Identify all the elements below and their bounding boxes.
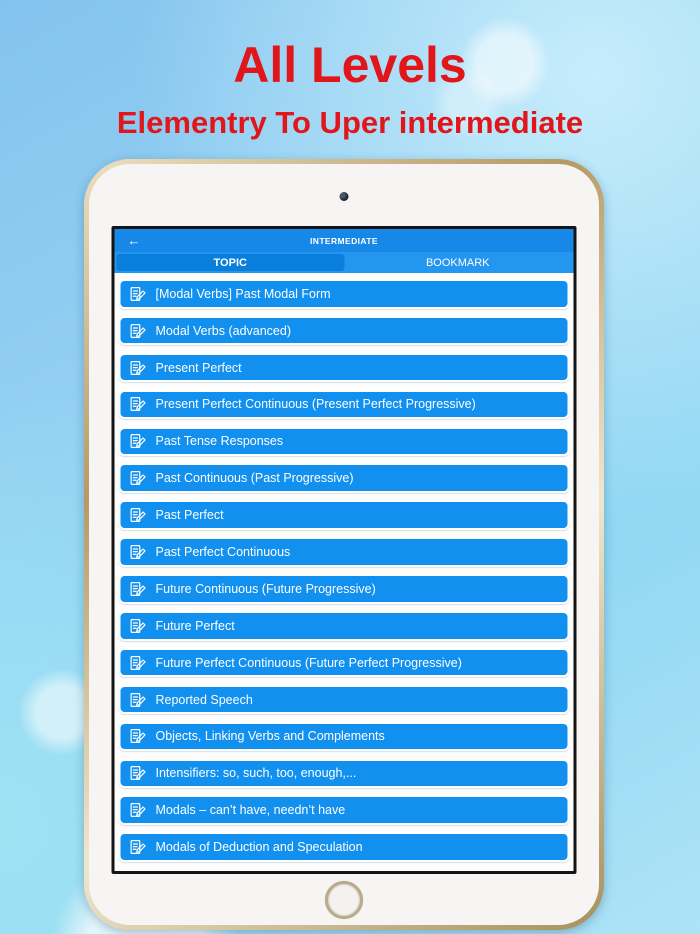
- note-edit-icon: [129, 691, 147, 709]
- note-edit-icon: [129, 838, 147, 856]
- topic-list-item[interactable]: [119, 722, 570, 752]
- topic-label: [Modal Verbs] Past Modal Form: [155, 286, 331, 301]
- note-edit-icon: [129, 764, 147, 782]
- topic-list: [115, 273, 574, 871]
- nav-title: INTERMEDIATE: [310, 235, 378, 246]
- note-edit-icon: [129, 654, 147, 672]
- tablet-bezel: [89, 164, 599, 925]
- note-edit-icon: [129, 506, 147, 524]
- tab-topic[interactable]: TOPIC: [117, 254, 345, 271]
- topic-list-item[interactable]: [119, 759, 570, 789]
- topic-list-item[interactable]: [119, 463, 570, 493]
- topic-list-item[interactable]: [119, 316, 570, 346]
- topic-list-item[interactable]: [119, 537, 570, 567]
- topic-list-item[interactable]: [119, 500, 570, 530]
- home-button[interactable]: [325, 881, 363, 919]
- topic-label: Future Perfect: [155, 618, 235, 633]
- topic-label: Present Perfect Continuous (Present Perfect Progressive): [155, 397, 476, 412]
- topic-list-item[interactable]: [119, 795, 570, 825]
- page-subtitle: Elementry To Uper intermediate: [116, 105, 584, 140]
- topic-label: Past Perfect: [155, 508, 224, 523]
- topic-list-item[interactable]: [119, 279, 570, 309]
- topic-label: Modals – can’t have, needn’t have: [155, 803, 346, 818]
- topic-list-item[interactable]: [119, 832, 570, 862]
- topic-label: Past Tense Responses: [155, 434, 284, 449]
- topic-label: Present Perfect: [155, 360, 242, 375]
- topic-label: Reported Speech: [155, 692, 253, 707]
- topic-label: Modal Verbs (advanced): [155, 323, 291, 338]
- topic-list-item[interactable]: [119, 427, 570, 457]
- tab-bar: [115, 252, 574, 273]
- note-edit-icon: [129, 617, 147, 635]
- topic-label: Future Continuous (Future Progressive): [155, 581, 376, 596]
- tab-bookmark[interactable]: BOOKMARK: [425, 256, 490, 269]
- note-edit-icon: [129, 322, 147, 340]
- note-edit-icon: [129, 432, 147, 450]
- note-edit-icon: [129, 395, 147, 413]
- topic-list-item[interactable]: [119, 390, 570, 420]
- tablet-screen: [112, 226, 577, 874]
- note-edit-icon: [129, 543, 147, 561]
- camera-dot-icon: [340, 192, 349, 201]
- topic-list-item[interactable]: [119, 685, 570, 715]
- note-edit-icon: [129, 580, 147, 598]
- back-arrow-icon[interactable]: ←: [127, 233, 141, 248]
- topic-label: Intensifiers: so, such, too, enough,...: [155, 766, 357, 781]
- topic-label: Past Perfect Continuous: [155, 544, 291, 559]
- note-edit-icon: [129, 285, 147, 303]
- topic-label: Future Perfect Continuous (Future Perfect Progressive): [155, 655, 462, 670]
- navbar: [115, 229, 574, 252]
- topic-label: Modals of Deduction and Speculation: [155, 840, 363, 855]
- note-edit-icon: [129, 359, 147, 377]
- topic-list-item[interactable]: [119, 648, 570, 678]
- topic-list-item[interactable]: [119, 353, 570, 383]
- topic-list-item[interactable]: [119, 611, 570, 641]
- note-edit-icon: [129, 469, 147, 487]
- topic-list-item[interactable]: [119, 574, 570, 604]
- page-title: All Levels: [233, 37, 467, 93]
- note-edit-icon: [129, 801, 147, 819]
- tablet-frame: [84, 159, 604, 930]
- topic-label: Past Continuous (Past Progressive): [155, 471, 354, 486]
- topic-label: Objects, Linking Verbs and Complements: [155, 729, 385, 744]
- note-edit-icon: [129, 727, 147, 745]
